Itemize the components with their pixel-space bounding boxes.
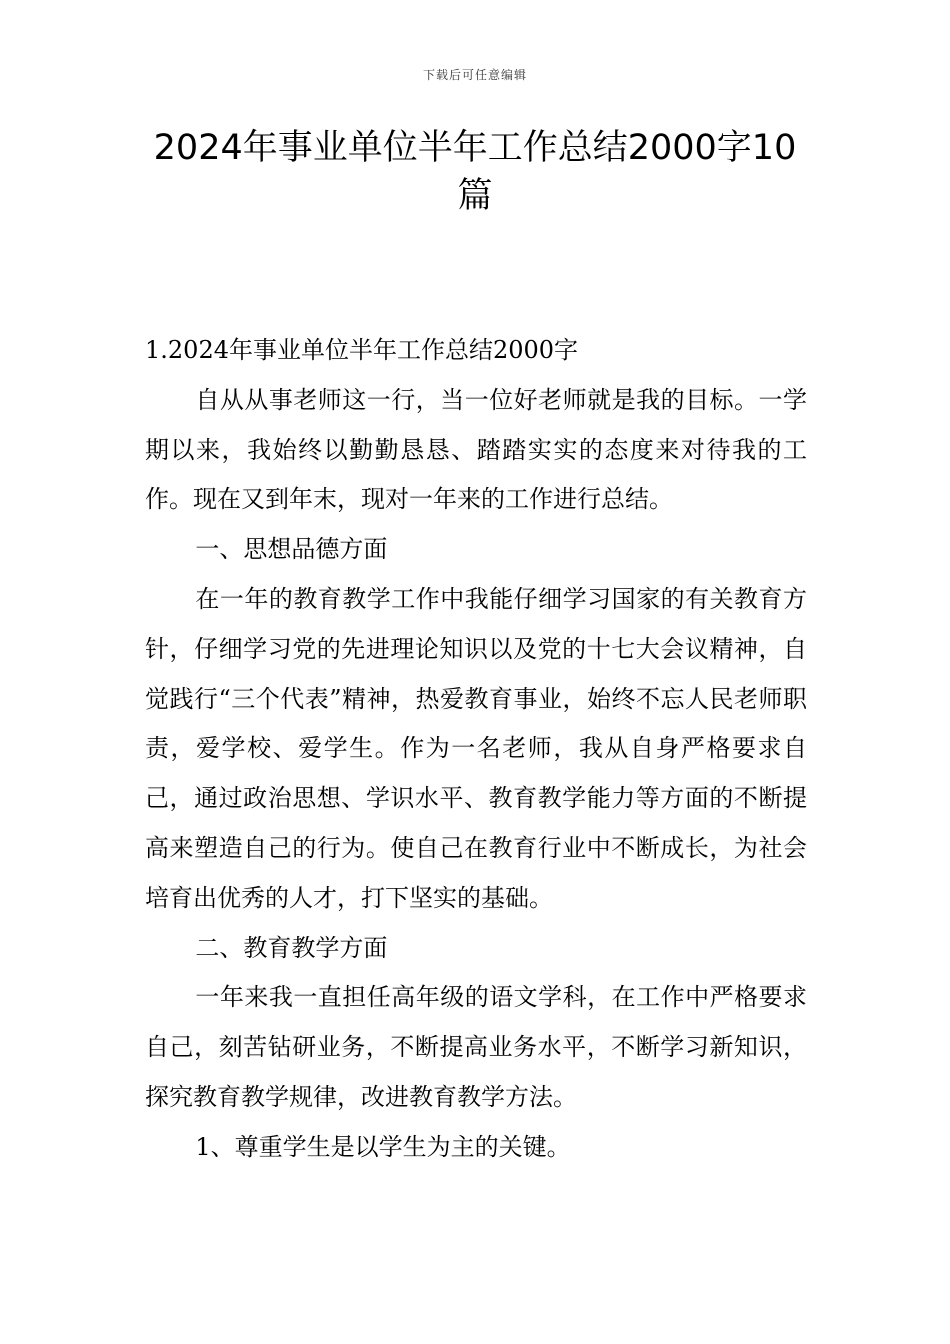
paragraph-ideology-morality: 在一年的教育教学工作中我能仔细学习国家的有关教育方针，仔细学习党的先进理论知识以及党的十七大会议精神，自觉践行“三个代表”精神，热爱教育事业，始终不忘人民老师职责，爱学校、爱学生。作为一名老师，我从自身严格要求自己，通过政治思想、学识水平、教育教学能力等方面的不断提高来塑造自己的行为。使自己在教育行业中不断成长，为社会培育出优秀的人才，打下坚实的基础。: [145, 584, 807, 912]
document-body: [145, 326, 807, 1173]
paragraph-education-teaching: 一年来我一直担任高年级的语文学科，在工作中严格要求自己，刻苦钻研业务，不断提高业务水平，不断学习新知识，探究教育教学规律，改进教育教学方法。: [145, 983, 807, 1111]
section-title: 1.2024年事业单位半年工作总结2000字: [145, 336, 579, 364]
document-title: 2024年事业单位半年工作总结2000字10篇: [153, 128, 797, 216]
header-note: 下载后可任意编辑: [422, 68, 527, 82]
heading-education-teaching: 二、教育教学方面: [195, 933, 388, 962]
item-respect-students: 1、尊重学生是以学生为主的关键。: [195, 1132, 571, 1161]
heading-ideology-morality: 一、思想品德方面: [195, 535, 388, 564]
paragraph-intro: 自从从事老师这一行，当一位好老师就是我的目标。一学期以来，我始终以勤勤恳恳、踏踏实实的态度来对待我的工作。现在又到年末，现对一年来的工作进行总结。: [145, 385, 807, 514]
